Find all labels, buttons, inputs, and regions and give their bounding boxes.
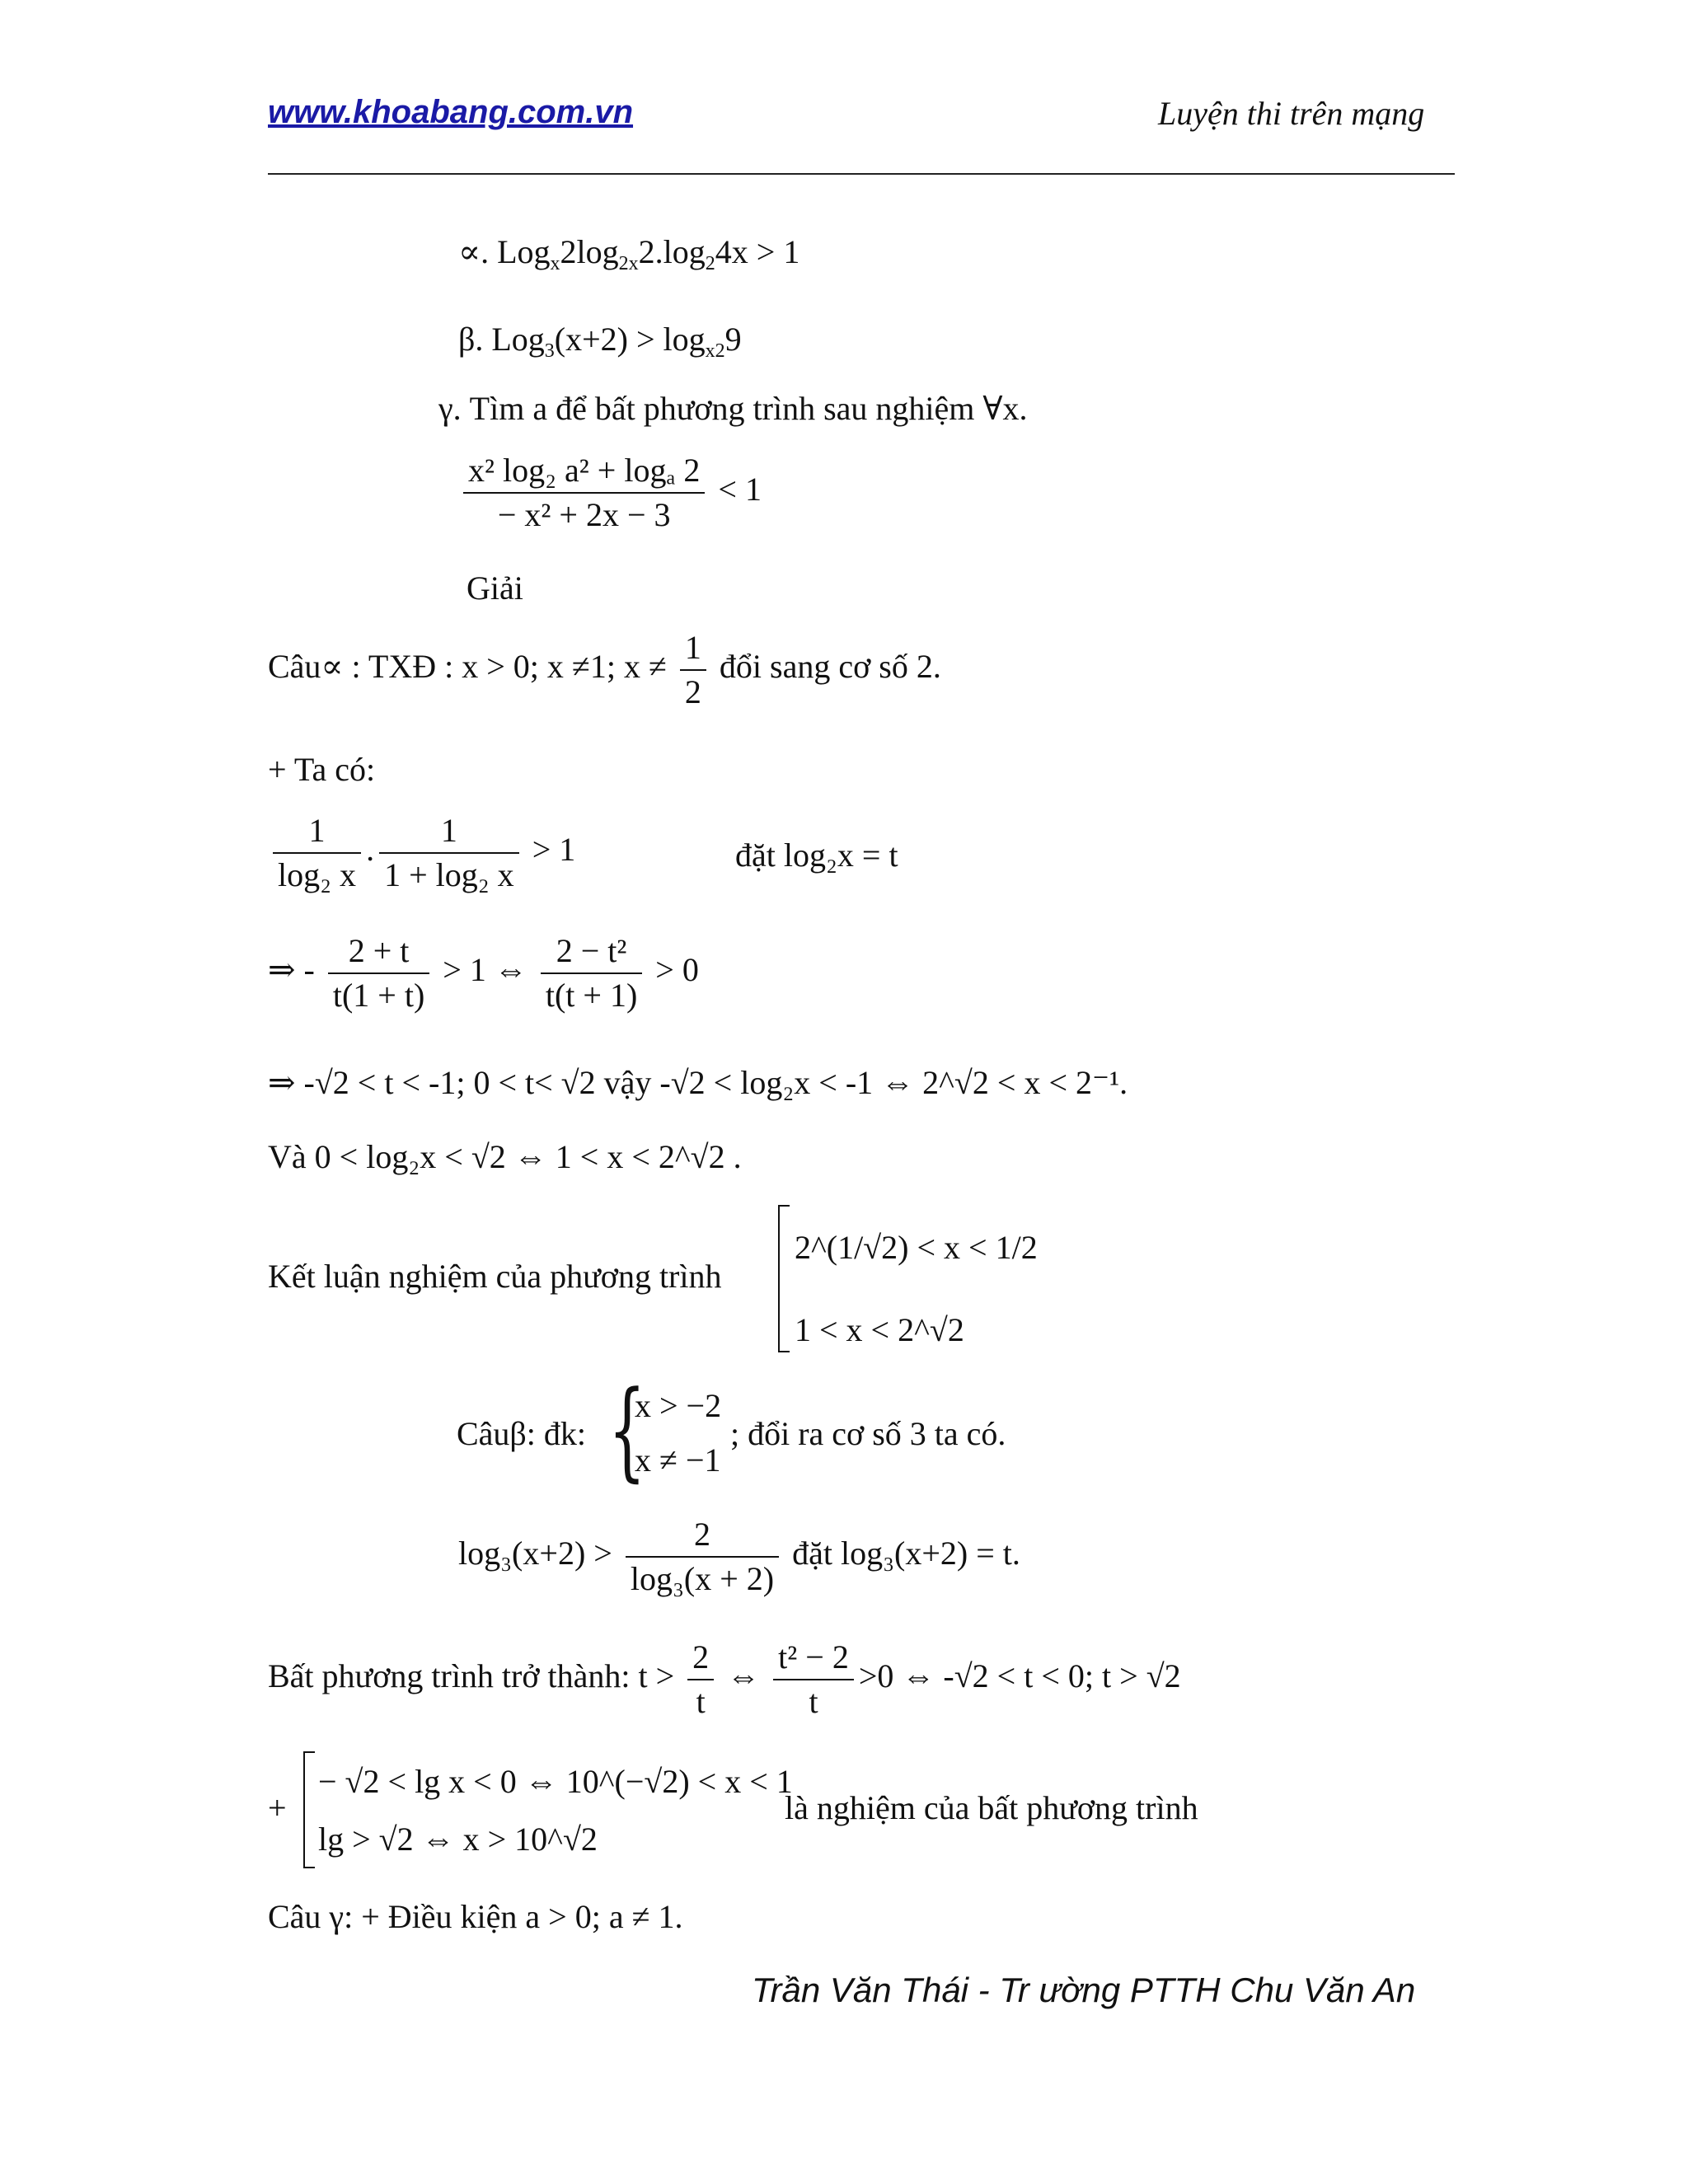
beta-label: Câuβ: đk: — [457, 1415, 587, 1452]
fraction-1: $\frac{1}{\text{log₂ x}}$ — [273, 809, 361, 897]
fraction-2: $\frac{1}{\text{1 + log₂ x}}$ — [379, 809, 519, 897]
gamma-fraction: $\frac{\text{x² log₂ a² + logₐ 2}}{\text{− x² + 2x − 3}}$ — [463, 449, 705, 537]
alpha-implication: ⇒ - $\frac{2 + t}{t(1 + t)}$ > 1 ⇔ $\frac{\text{2 − t²}}{t(t + 1)}$ > 0 — [268, 930, 699, 1017]
beta-inequality: log₃(x+2) > $\frac{2}{\text{log₃(x + 2)}}$ đặt log₃(x+2) = t. — [458, 1513, 1020, 1601]
gamma-condition: Câu γ: + Điều kiện a > 0; a ≠ 1. — [268, 1898, 683, 1935]
conclusion-case-2: 1 < x < 2^√2 — [795, 1311, 964, 1348]
beta-condition-1: x > −2 — [635, 1387, 722, 1424]
half-fraction: $\frac{1}{2}$ — [680, 626, 706, 714]
conclusion-bracket — [778, 1205, 790, 1352]
footer-author: Trần Văn Thái - Tr ường PTTH Chu Văn An — [752, 1971, 1416, 2009]
header-tagline: Luyện thi trên mạng — [1158, 95, 1425, 132]
beta-base-change: ; đổi ra cơ số 3 ta có. — [730, 1415, 1006, 1452]
beta-fraction: $\frac{2}{\text{log₃(x + 2)}}$ — [626, 1513, 779, 1601]
alpha-and-line: Và 0 < log₂x < √2 ⇔ 1 < x < 2^√2 . — [268, 1138, 742, 1175]
alpha-domain-line: Câu∝ : TXĐ : x > 0; x ≠1; x ≠ $\frac{1}{2}$ đổi sang cơ số 2. — [268, 626, 941, 714]
alpha-t-range: ⇒ -√2 < t < -1; 0 < t< √2 vậy -√2 < log₂x < -1 ⇔ 2^√2 < x < 2⁻¹. — [268, 1064, 1128, 1101]
beta-fraction-2: $\frac{2}{t}$ — [687, 1636, 714, 1723]
fraction-4: $\frac{\text{2 − t²}}{t(t + 1)}$ — [541, 930, 642, 1017]
conclusion-case-1: 2^(1/√2) < x < 1/2 — [795, 1229, 1038, 1266]
site-link[interactable]: www.khoabang.com.vn — [268, 94, 634, 130]
condition-brace: { — [608, 1367, 646, 1493]
alpha-conclusion: Kết luận nghiệm của phương trình — [268, 1258, 722, 1295]
cases-bracket — [303, 1751, 315, 1868]
beta-transformed: Bất phương trình trở thành: t > $\frac{2}{t}$ ⇔ $\frac{\text{t² − 2}}{t}$ >0 ⇔ -√2 < t < 0; t > √2 — [268, 1636, 1181, 1723]
problem-beta: β. $Log_3(x+2) > \log_{x2}9$ — [458, 321, 742, 362]
gamma-inequality: $\frac{\text{x² log₂ a² + logₐ 2}}{\text{− x² + 2x − 3}}$ < 1 — [458, 449, 762, 537]
beta-fraction-3: $\frac{\text{t² − 2}}{t}$ — [773, 1636, 854, 1723]
ta-co: + Ta có: — [268, 751, 376, 788]
beta-case-2: lg > √2 ⇔ x > 10^√2 — [318, 1821, 598, 1858]
beta-case-1: − √2 < lg x < 0 ⇔ 10^(−√2) < x < 1 — [318, 1763, 793, 1800]
problem-gamma: γ. Tìm a để bất phương trình sau nghiệm ∀x. — [438, 390, 1028, 427]
fraction-3: $\frac{2 + t}{t(1 + t)}$ — [328, 930, 429, 1017]
beta-conclusion: là nghiệm của bất phương trình — [785, 1789, 1198, 1826]
solution-label: Giải — [467, 569, 523, 607]
alpha-inequality: $\frac{1}{\text{log₂ x}}$ . $\frac{1}{\text{1 + log₂ x}}$ > 1 — [268, 809, 575, 897]
problem-alpha: ∝. $Log_x2\log_{2x}2.\log_24x > 1$ — [458, 233, 800, 274]
beta-condition-2: x ≠ −1 — [635, 1441, 721, 1479]
alpha-substitution: đặt log₂x = t — [735, 837, 898, 874]
header-rule — [268, 173, 1455, 175]
beta-plus: + — [268, 1789, 287, 1826]
